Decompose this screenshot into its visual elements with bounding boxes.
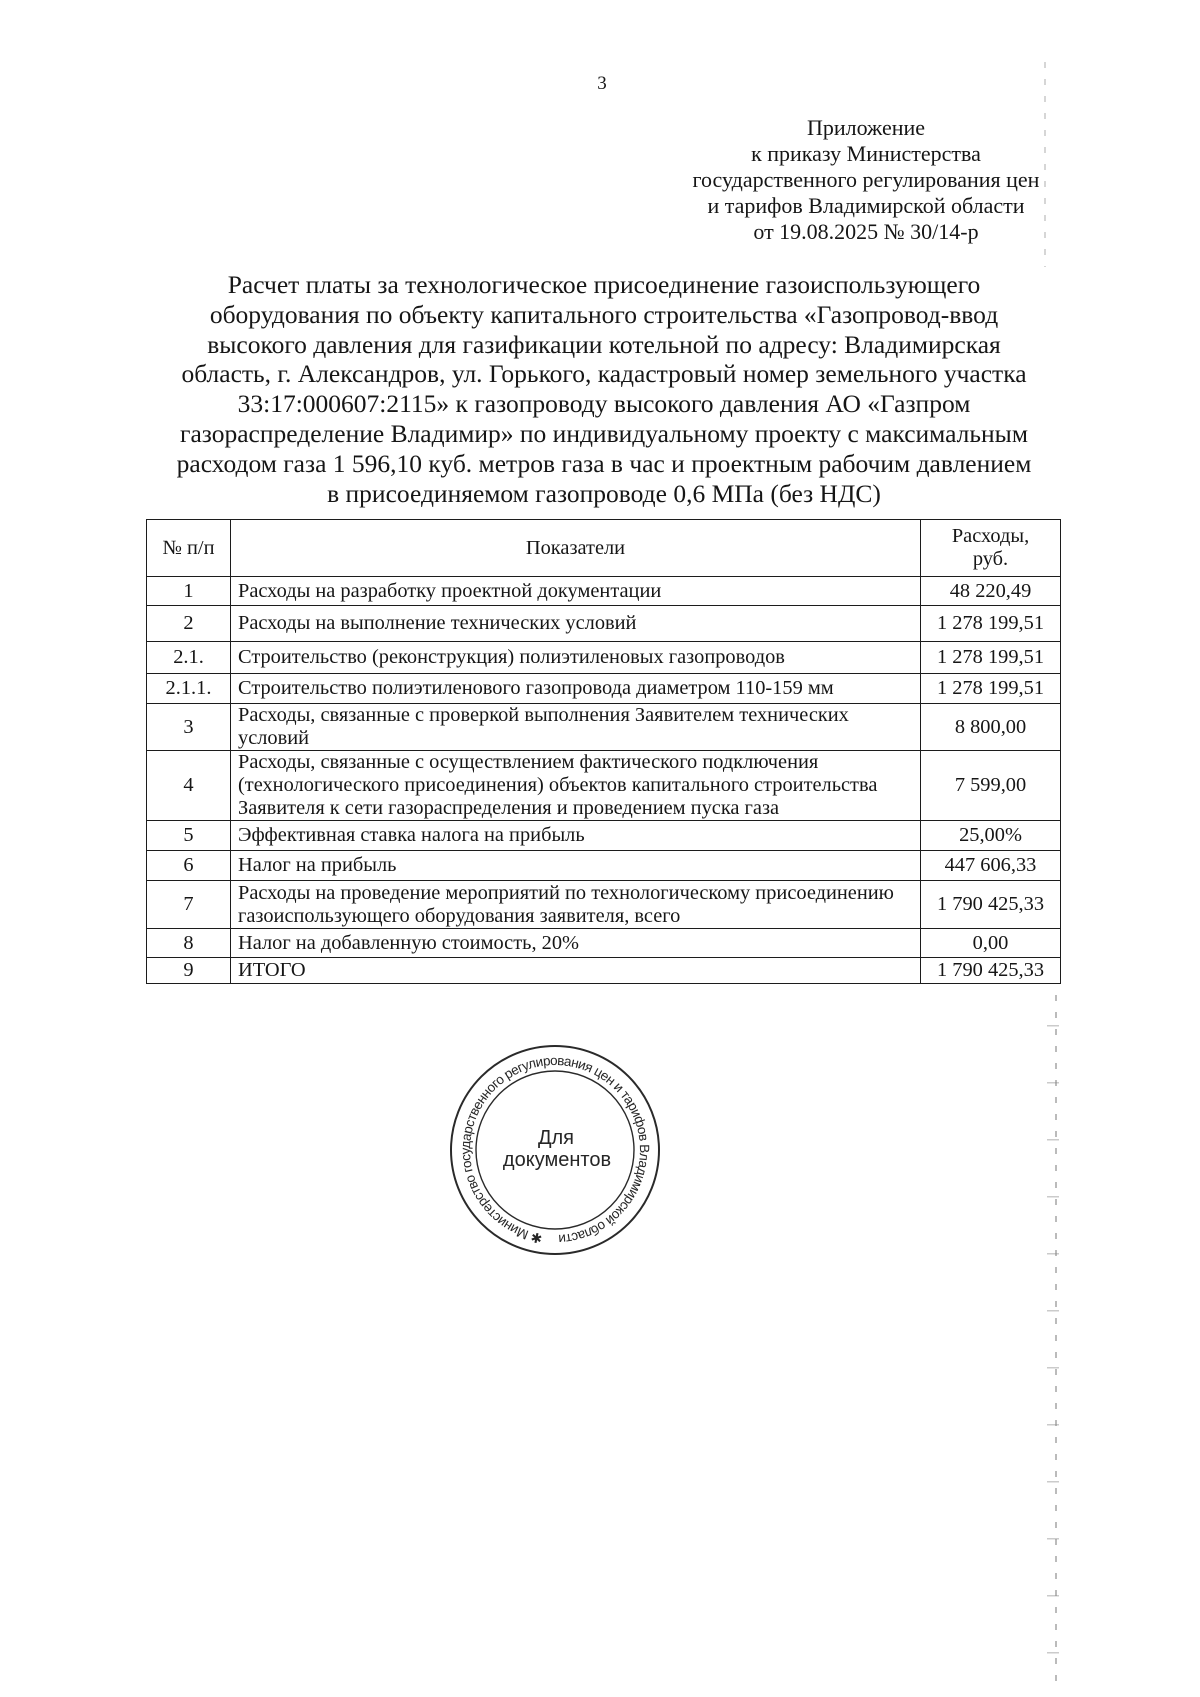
header-indicator: Показатели <box>231 520 921 577</box>
indicator-cell: Расходы на выполнение технических условий <box>231 606 921 642</box>
row-number-cell: 4 <box>147 751 231 821</box>
indicator-cell: Налог на добавленную стоимость, 20% <box>231 929 921 958</box>
cost-cell: 25,00% <box>921 821 1061 851</box>
indicator-cell: Расходы на разработку проектной документации <box>231 577 921 606</box>
scan-edge-artifact <box>1044 62 1046 267</box>
table-body <box>147 577 1061 984</box>
indicator-cell: ИТОГО <box>231 958 921 984</box>
calculation-table <box>146 519 1061 984</box>
indicator-cell: Налог на прибыль <box>231 851 921 881</box>
table-row <box>147 642 1061 674</box>
cost-cell: 1 278 199,51 <box>921 674 1061 704</box>
table-row <box>147 821 1061 851</box>
table-row <box>147 929 1061 958</box>
row-number-cell: 8 <box>147 929 231 958</box>
stamp-center-line-1: Для <box>537 1127 575 1149</box>
appendix-line: государственного регулирования цен <box>692 167 1040 192</box>
table-total-row <box>147 958 1061 984</box>
row-number-cell: 1 <box>147 577 231 606</box>
indicator-cell: Эффективная ставка налога на прибыль <box>231 821 921 851</box>
document-title <box>104 270 1104 508</box>
table-row <box>147 881 1061 929</box>
title-line: область, г. Александров, ул. Горького, кадастровый номер земельного участка <box>181 359 1027 389</box>
scan-edge-artifact <box>1047 995 1059 1685</box>
title-line: в присоединяемом газопроводе 0,6 МПа (без НДС) <box>327 478 881 508</box>
stamp-star-icon: ✱ <box>529 1229 544 1247</box>
table-row <box>147 704 1061 751</box>
title-line: расходом газа 1 596,10 куб. метров газа в час и проектным рабочим давлением <box>176 448 1032 478</box>
row-number-cell: 3 <box>147 704 231 751</box>
table-row <box>147 577 1061 606</box>
title-line: 33:17:000607:2115» к газопроводу высокого давления АО «Газпром <box>237 389 971 419</box>
table-row <box>147 751 1061 821</box>
indicator-cell: Расходы на проведение мероприятий по технологическому присоединению газоиспользующего оборудования заявителя, всего <box>231 881 921 929</box>
appendix-line: от 19.08.2025 № 30/14-р <box>753 219 979 244</box>
title-line: Расчет платы за технологическое присоединение газоиспользующего <box>227 270 981 299</box>
header-row-number: № п/п <box>147 520 231 577</box>
indicator-cell: Строительство полиэтиленового газопровода диаметром 110-159 мм <box>231 674 921 704</box>
appendix-line: к приказу Министерства <box>751 141 981 166</box>
row-number-cell: 6 <box>147 851 231 881</box>
header-cost: Расходы, руб. <box>921 520 1061 577</box>
appendix-header <box>666 115 1066 245</box>
row-number-cell: 2.1. <box>147 642 231 674</box>
appendix-line: Приложение <box>806 115 926 140</box>
cost-cell: 48 220,49 <box>921 577 1061 606</box>
table-row <box>147 606 1061 642</box>
indicator-cell: Расходы, связанные с осуществлением фактического подключения (технологического присоединения) объектов капитального строительства Заявителя к сети газораспределения и проведением пуска газа <box>231 751 921 821</box>
cost-cell: 8 800,00 <box>921 704 1061 751</box>
cost-cell: 7 599,00 <box>921 751 1061 821</box>
row-number-cell: 7 <box>147 881 231 929</box>
table-row <box>147 674 1061 704</box>
row-number-cell: 5 <box>147 821 231 851</box>
cost-cell: 0,00 <box>921 929 1061 958</box>
cost-cell: 1 790 425,33 <box>921 881 1061 929</box>
title-line: высокого давления для газификации котельной по адресу: Владимирская <box>207 329 1001 359</box>
table-row <box>147 851 1061 881</box>
cost-cell: 1 278 199,51 <box>921 606 1061 642</box>
title-line: газораспределение Владимир» по индивидуальному проекту с максимальным <box>180 418 1028 448</box>
indicator-cell: Расходы, связанные с проверкой выполнения Заявителем технических условий <box>231 704 921 751</box>
row-number-cell: 2 <box>147 606 231 642</box>
page-number: 3 <box>597 73 607 94</box>
stamp-center-line-2: документов <box>502 1149 612 1171</box>
title-line: оборудования по объекту капитального строительства «Газопровод-ввод <box>209 299 999 329</box>
appendix-line: и тарифов Владимирской области <box>707 193 1025 218</box>
indicator-cell: Строительство (реконструкция) полиэтиленовых газопроводов <box>231 642 921 674</box>
row-number-cell: 2.1.1. <box>147 674 231 704</box>
table-header-row <box>147 520 1061 577</box>
official-stamp <box>440 1035 670 1265</box>
table-head <box>147 520 1061 577</box>
cost-cell: 1 790 425,33 <box>921 958 1061 984</box>
stamp-ring-label: Министерство государственного регулирования цен и тарифов Владимирской области <box>457 1052 653 1247</box>
row-number-cell: 9 <box>147 958 231 984</box>
cost-cell: 1 278 199,51 <box>921 642 1061 674</box>
cost-cell: 447 606,33 <box>921 851 1061 881</box>
